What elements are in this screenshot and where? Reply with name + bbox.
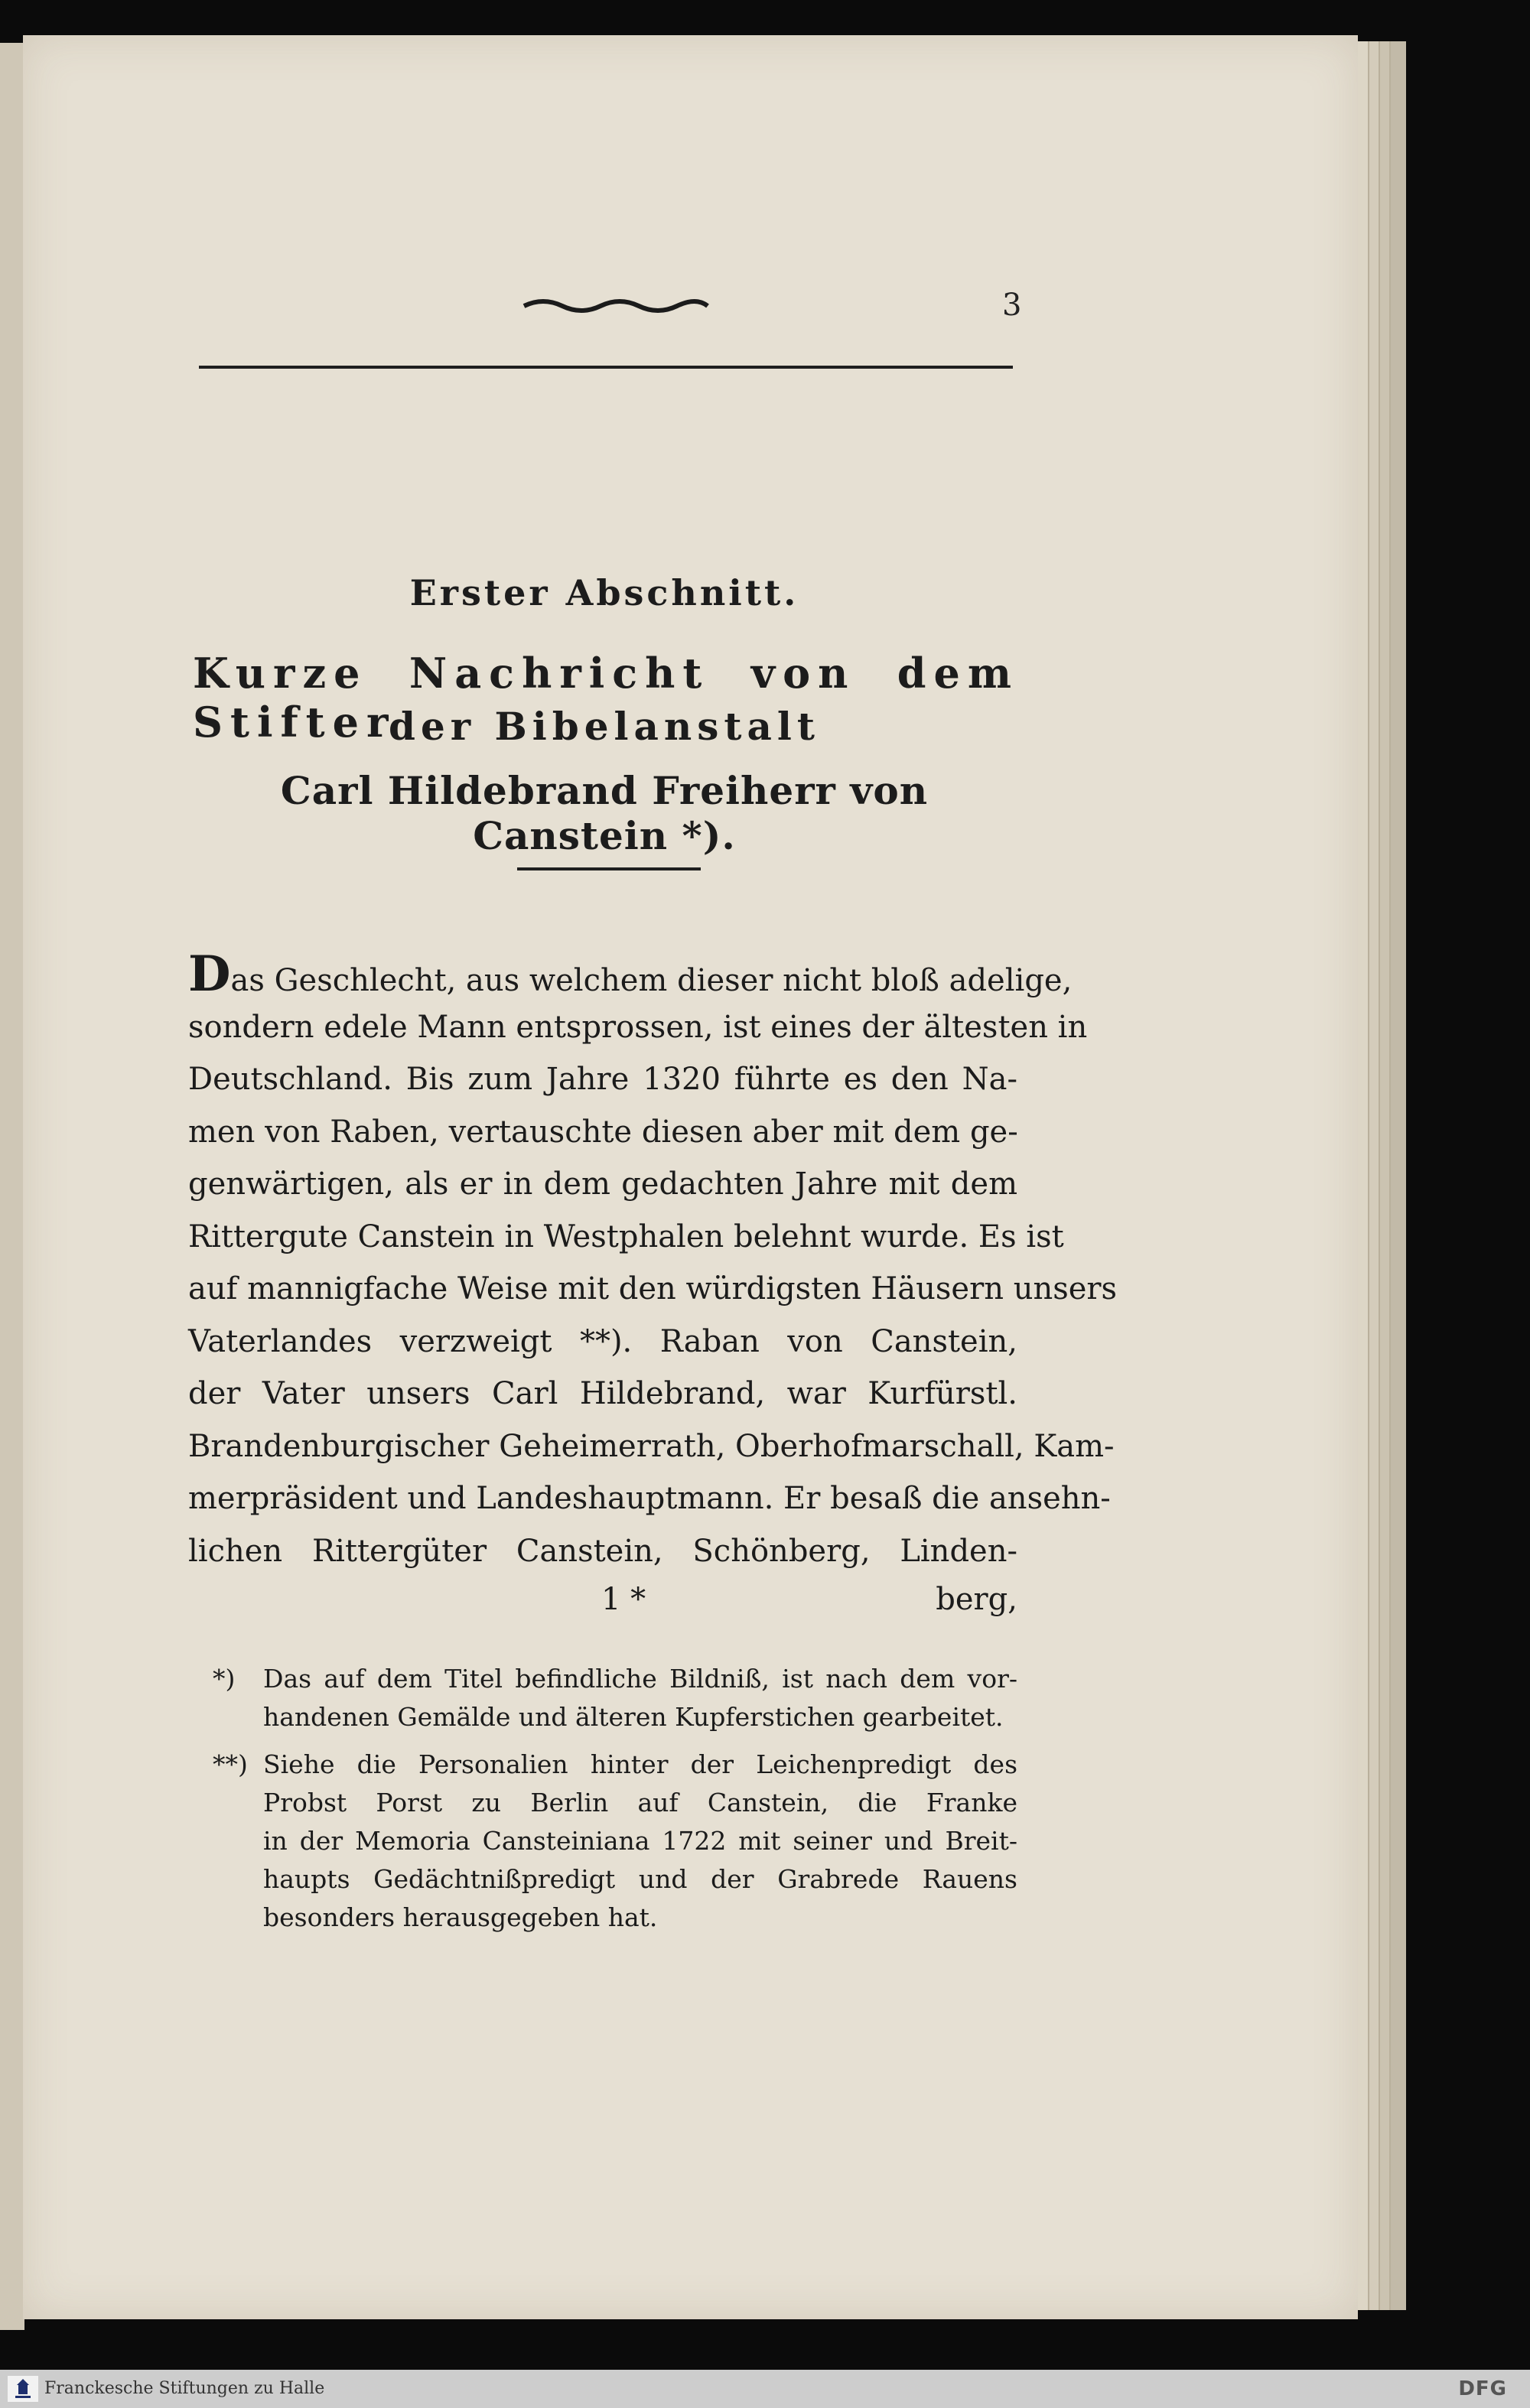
footnote-line: in der Memoria Cansteiniana 1722 mit seiner und Breit- [263,1826,1017,1856]
footer-dfg-logo: DFG [1458,2377,1507,2400]
footnote-line: haupts Gedächtnißpredigt und der Grabrede Rauens [263,1864,1017,1894]
body-line: der Vater unsers Carl Hildebrand, war Kurfürstl. [188,1376,1017,1411]
body-line: sondern edele Mann entsprossen, ist eines der ältesten in [188,1009,1088,1045]
body-line: Vaterlandes verzweigt **). Raban von Canstein, [188,1323,1017,1359]
chapter-title-line-1: Kurze Nachricht von dem Stifter [193,649,1019,747]
footnote-line: Siehe die Personalien hinter der Leichenpredigt des [263,1749,1017,1779]
body-text [188,945,1118,1577]
footnote-1 [213,1660,1017,1736]
ornament-divider [520,289,711,320]
body-line: Brandenburgischer Geheimerrath, Oberhofmarschall, Kam- [188,1428,1115,1464]
footnote-line: handenen Gemälde und älteren Kupferstichen gearbeitet. [263,1702,1004,1732]
footer-bar [0,2370,1530,2408]
body-line: merpräsident und Landeshauptmann. Er besaß die ansehn- [188,1481,1111,1516]
body-line: auf mannigfache Weise mit den würdigsten Häusern unsers [188,1271,1118,1307]
footnote-mark: *) [213,1664,236,1694]
header-rule [199,366,1013,369]
footnote-line: besonders herausgegeben hat. [263,1902,658,1932]
body-line: men von Raben, vertauschte diesen aber mit dem ge- [188,1114,1018,1150]
signature-row [188,1582,1017,1628]
section-heading: Erster Abschnitt. [409,572,799,613]
title-rule [517,867,701,870]
chapter-title-line-2: der Bibelanstalt [388,704,821,749]
chapter-title-line-3: Carl Hildebrand Freiherr von Canstein *). [280,768,929,858]
signature-mark: 1 * [601,1582,646,1617]
body-line: lichen Rittergüter Canstein, Schönberg, Linden- [188,1533,1017,1569]
page-number: 3 [1002,288,1022,323]
catchword: berg, [936,1582,1017,1617]
institution-logo-icon [8,2376,38,2402]
footer-institution-text: Franckesche Stiftungen zu Halle [44,2379,325,2398]
left-page-edge [0,43,24,2330]
footnote-mark: **) [213,1749,248,1779]
footnote-line: Probst Porst zu Berlin auf Canstein, die Franke [263,1788,1017,1817]
footnote-2 [213,1746,1017,1937]
body-line: Deutschland. Bis zum Jahre 1320 führte es den Na- [188,1062,1017,1097]
footnotes [213,1660,1017,1946]
page-edge-stack-4 [1389,41,1406,2310]
body-line: genwärtigen, als er in dem gedachten Jahre mit dem [188,1167,1017,1202]
body-line: Rittergute Canstein in Westphalen belehnt wurde. Es ist [188,1219,1064,1254]
body-line: Das Geschlecht, aus welchem dieser nicht bloß adelige, [188,945,1073,1003]
footnote-line: Das auf dem Titel befindliche Bildniß, ist nach dem vor- [263,1664,1017,1694]
